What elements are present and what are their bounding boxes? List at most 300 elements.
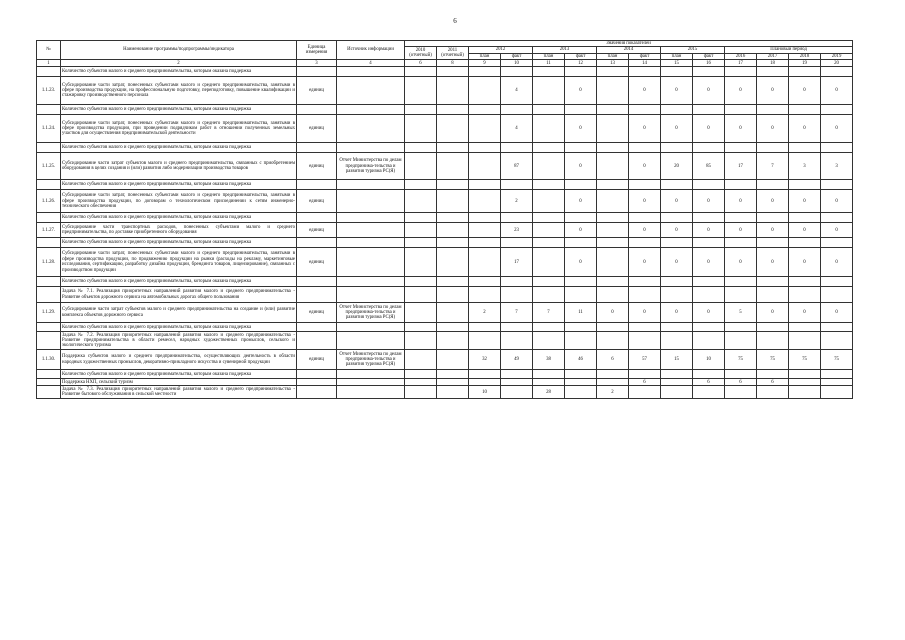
row-value: 6 [693, 379, 725, 386]
row-value [437, 67, 469, 77]
column-number: 10 [501, 60, 533, 67]
row-value [469, 379, 501, 386]
column-number: 11 [533, 60, 565, 67]
row-value [565, 370, 597, 379]
row-value: 0 [629, 153, 661, 180]
row-value [533, 213, 565, 223]
table-row [37, 67, 853, 77]
row-source [337, 67, 405, 77]
row-value: 2 [501, 190, 533, 213]
row-value [821, 323, 853, 332]
row-value [565, 238, 597, 248]
row-value [789, 180, 821, 190]
row-unit [297, 277, 337, 287]
header-sub-7: факт [693, 53, 725, 59]
row-value: 0 [661, 115, 693, 143]
row-value [437, 115, 469, 143]
row-value [725, 180, 757, 190]
row-value: 49 [501, 350, 533, 370]
row-value [405, 213, 437, 223]
row-value [789, 238, 821, 248]
row-index [37, 332, 61, 350]
header-2011: 2011 (отчетный) [437, 47, 469, 60]
header-sub-0: план [469, 53, 501, 59]
row-value [565, 323, 597, 332]
row-value [661, 180, 693, 190]
row-value [725, 105, 757, 115]
row-value [629, 238, 661, 248]
row-value: 7 [757, 153, 789, 180]
row-value [533, 287, 565, 303]
row-value: 17 [725, 153, 757, 180]
row-value [597, 379, 629, 386]
row-value: 5 [725, 303, 757, 323]
row-value [437, 77, 469, 105]
row-name: Субсидирование части затрат, понесенных субъектами малого и среднего предпринимательства, занятыми в сфере производства продукции, по продвижению продукции на рынки (расходы на рекламу, маркетинговые исследования, сертификацию, разработку дизайна продукции, брендинга товаров, лицензирование), связанных с производством продукции [61, 248, 297, 277]
row-value [501, 180, 533, 190]
row-source [337, 248, 405, 277]
row-value: 6 [725, 379, 757, 386]
row-value [533, 277, 565, 287]
row-value [501, 213, 533, 223]
row-value [597, 153, 629, 180]
row-unit [297, 105, 337, 115]
row-value [469, 143, 501, 153]
row-value [789, 386, 821, 399]
row-value [693, 323, 725, 332]
row-value [789, 277, 821, 287]
row-value [501, 105, 533, 115]
row-unit [297, 386, 337, 399]
row-value [789, 370, 821, 379]
row-value [629, 277, 661, 287]
row-value: 10 [469, 386, 501, 399]
header-2014: 2014 [597, 47, 661, 53]
header-sub-6: план [661, 53, 693, 59]
row-value [501, 287, 533, 303]
row-value [789, 379, 821, 386]
row-value [437, 287, 469, 303]
row-value [725, 332, 757, 350]
row-value [533, 379, 565, 386]
row-value: 6 [597, 350, 629, 370]
row-source [337, 287, 405, 303]
row-value [469, 248, 501, 277]
row-index: 1.1.25. [37, 153, 61, 180]
row-value [405, 105, 437, 115]
row-value [405, 248, 437, 277]
header-2012: 2012 [469, 47, 533, 53]
row-value [437, 223, 469, 238]
row-name: Количество субъектов малого и среднего предпринимательства, которым оказана поддержка [61, 67, 297, 77]
row-unit: единиц [297, 77, 337, 105]
row-index: 1.1.24. [37, 115, 61, 143]
row-value [565, 105, 597, 115]
row-value [533, 238, 565, 248]
row-value [405, 303, 437, 323]
row-source [337, 223, 405, 238]
row-index [37, 213, 61, 223]
row-value [469, 180, 501, 190]
row-source [337, 323, 405, 332]
row-value: 0 [821, 303, 853, 323]
row-value [725, 238, 757, 248]
row-value: 6 [629, 379, 661, 386]
row-value [501, 379, 533, 386]
row-value [469, 153, 501, 180]
column-number: 3 [297, 60, 337, 67]
row-unit [297, 213, 337, 223]
row-source [337, 77, 405, 105]
row-value [597, 115, 629, 143]
row-value: 0 [757, 77, 789, 105]
column-number: 8 [437, 60, 469, 67]
row-value [597, 332, 629, 350]
row-unit [297, 379, 337, 386]
row-value [405, 223, 437, 238]
table-row [37, 143, 853, 153]
row-value [437, 180, 469, 190]
row-value [597, 370, 629, 379]
row-value [405, 277, 437, 287]
row-unit: единиц [297, 248, 337, 277]
row-name: Задача № 7.2. Реализация приоритетных направлений развития малого и среднего предпринимательства - Развитие предпринимательства в области ремесел, народных художественных промыслов, сельского и экологического туризма [62, 332, 295, 349]
row-value: 87 [501, 153, 533, 180]
row-value [469, 238, 501, 248]
row-value [437, 248, 469, 277]
row-value [469, 223, 501, 238]
row-source [337, 180, 405, 190]
row-value [821, 370, 853, 379]
row-value: 2 [597, 386, 629, 399]
row-value [405, 77, 437, 105]
row-value: 0 [565, 190, 597, 213]
row-value: 32 [469, 350, 501, 370]
row-value [693, 67, 725, 77]
row-value [437, 213, 469, 223]
header-sub-10: 2018 [789, 53, 821, 59]
row-value [821, 105, 853, 115]
row-value [597, 277, 629, 287]
row-value [405, 238, 437, 248]
row-name: Субсидирование части затрат, понесенных субъектами малого и среднего предпринимательства, занятыми в сфере производства продукции, при проведении подрядчиком работ в отношении полученных земельных участков для осуществления предпринимательской деятельности [61, 115, 297, 143]
row-value [757, 213, 789, 223]
row-value [469, 332, 501, 350]
row-value [533, 180, 565, 190]
row-value: 0 [725, 248, 757, 277]
row-value: 0 [629, 303, 661, 323]
row-value [405, 153, 437, 180]
row-unit [297, 332, 337, 350]
row-value: 11 [565, 303, 597, 323]
row-value: 0 [725, 115, 757, 143]
row-value [501, 370, 533, 379]
row-value [469, 115, 501, 143]
row-name: Количество субъектов малого и среднего предпринимательства, которым оказана поддержка [61, 180, 297, 190]
row-value: 0 [789, 115, 821, 143]
row-value [565, 180, 597, 190]
table-row [37, 180, 853, 190]
table-row [37, 153, 853, 180]
column-number: 20 [821, 60, 853, 67]
header-2013: 2013 [533, 47, 597, 53]
row-name: Количество субъектов малого и среднего предпринимательства, которым оказана поддержка [61, 370, 297, 379]
row-value [405, 287, 437, 303]
row-value: 0 [789, 303, 821, 323]
row-value: 0 [725, 223, 757, 238]
row-value [661, 143, 693, 153]
row-value [405, 379, 437, 386]
row-unit [297, 180, 337, 190]
row-value [565, 332, 597, 350]
row-value [661, 67, 693, 77]
row-value: 0 [661, 223, 693, 238]
row-value: 38 [533, 350, 565, 370]
header-unit: Единица измерения [297, 41, 337, 60]
row-value [693, 386, 725, 399]
row-value [725, 287, 757, 303]
row-value: 4 [501, 77, 533, 105]
row-value [565, 287, 597, 303]
row-value [821, 277, 853, 287]
row-value [405, 323, 437, 332]
row-value [629, 370, 661, 379]
row-source [337, 332, 405, 350]
row-value [629, 332, 661, 350]
row-value [533, 115, 565, 143]
table-row [37, 115, 853, 143]
row-index [37, 287, 61, 303]
row-name: Субсидирование части транспортных расходов, понесенных субъектами малого и среднего предпринимательства, по доставке приобретенного оборудования [61, 223, 297, 238]
row-unit: единиц [297, 350, 337, 370]
row-value [661, 105, 693, 115]
row-value: 0 [629, 248, 661, 277]
row-name: Субсидирование части затрат, понесенных субъектами малого и среднего предпринимательства, занятыми в сфере производства продукции, на профессиональную подготовку, переподготовку, повышение квалификации и стажировку производственного персонала [61, 77, 297, 105]
row-value [533, 67, 565, 77]
row-unit [297, 370, 337, 379]
row-value [405, 190, 437, 213]
row-unit: единиц [297, 223, 337, 238]
row-value [693, 370, 725, 379]
row-value: 28 [533, 386, 565, 399]
row-index: 1.1.26. [37, 190, 61, 213]
row-value [789, 287, 821, 303]
row-value: 0 [821, 248, 853, 277]
row-value: 0 [725, 77, 757, 105]
row-index [37, 143, 61, 153]
row-value: 0 [789, 223, 821, 238]
row-value: 0 [757, 248, 789, 277]
row-source [337, 105, 405, 115]
row-value [501, 323, 533, 332]
row-value: 0 [693, 248, 725, 277]
row-unit [297, 287, 337, 303]
row-index [37, 67, 61, 77]
row-value [565, 143, 597, 153]
row-value: 2 [469, 303, 501, 323]
row-value [469, 77, 501, 105]
row-index [37, 105, 61, 115]
header-planned: Плановый период [725, 47, 853, 53]
row-value [725, 213, 757, 223]
row-value: 0 [789, 190, 821, 213]
row-value: 0 [661, 303, 693, 323]
header-2010: 2010 (отчетный) [405, 47, 437, 60]
table-row [37, 105, 853, 115]
table-row [37, 303, 853, 323]
column-number: 18 [757, 60, 789, 67]
row-value [405, 370, 437, 379]
header-sub-9: 2017 [757, 53, 789, 59]
row-unit: единиц [297, 115, 337, 143]
row-value [661, 287, 693, 303]
indicators-table [36, 40, 853, 399]
row-value: 0 [821, 190, 853, 213]
row-unit [297, 323, 337, 332]
column-number: 6 [405, 60, 437, 67]
row-value [597, 213, 629, 223]
row-value: 0 [789, 248, 821, 277]
row-value [437, 190, 469, 213]
row-value [629, 386, 661, 399]
row-value [661, 386, 693, 399]
row-value [533, 105, 565, 115]
row-value [437, 277, 469, 287]
row-value [757, 143, 789, 153]
row-value: 0 [565, 223, 597, 238]
header-name: Наименование программы/подпрограммы/индикатора [61, 41, 297, 60]
row-source: Отчет Министерства по делам предпринима-тельства и развития туризма РС(Я) [337, 303, 405, 323]
row-value [789, 67, 821, 77]
header-sub-1: факт [501, 53, 533, 59]
row-value [533, 332, 565, 350]
row-value: 4 [501, 115, 533, 143]
row-value: 0 [629, 223, 661, 238]
row-value [437, 332, 469, 350]
row-value [565, 213, 597, 223]
table-row [37, 287, 853, 303]
row-value: 3 [821, 153, 853, 180]
row-value [821, 143, 853, 153]
row-source [337, 115, 405, 143]
row-value [469, 105, 501, 115]
row-value [405, 386, 437, 399]
row-value [629, 213, 661, 223]
row-value [405, 180, 437, 190]
row-value [501, 143, 533, 153]
row-source: Отчет Министерства по делам предпринима-тельства и развития туризма РС(Я) [337, 350, 405, 370]
row-name: Субсидирование части затрат субъектов малого и среднего предпринимательства на создание и (или) развитие комплекса объектов дорожного сервиса [61, 303, 297, 323]
row-value: 3 [789, 153, 821, 180]
row-source [337, 379, 405, 386]
row-name: Поддержка НХП, сельский туризм [61, 379, 297, 386]
row-value [757, 323, 789, 332]
row-value [437, 105, 469, 115]
row-value [501, 332, 533, 350]
row-name: Количество субъектов малого и среднего предпринимательства, которым оказана поддержка [61, 277, 297, 287]
row-value [629, 143, 661, 153]
row-value: 0 [693, 77, 725, 105]
row-value [597, 190, 629, 213]
row-value: 75 [725, 350, 757, 370]
row-value: 57 [629, 350, 661, 370]
row-value: 46 [565, 350, 597, 370]
row-unit [297, 238, 337, 248]
row-source [337, 143, 405, 153]
row-value [661, 332, 693, 350]
row-value [693, 238, 725, 248]
row-value: 0 [757, 223, 789, 238]
row-value [533, 370, 565, 379]
row-name: Количество субъектов малого и среднего предпринимательства, которым оказана поддержка [61, 238, 297, 248]
page-number: 6 [453, 17, 457, 25]
table-row [37, 238, 853, 248]
row-value [757, 370, 789, 379]
row-value [821, 213, 853, 223]
row-index [37, 379, 61, 386]
row-value [469, 190, 501, 213]
row-value: 20 [661, 153, 693, 180]
row-value [501, 386, 533, 399]
row-value [437, 386, 469, 399]
row-value [597, 77, 629, 105]
row-value [469, 370, 501, 379]
row-name: Субсидирование части затрат, понесенных субъектами малого и среднего предпринимательства, занятыми в сфере производства продукции, по договорам о технологическом присоединении к сетям инженерно-технического обеспечения [61, 190, 297, 213]
row-value [437, 379, 469, 386]
row-value [693, 105, 725, 115]
row-value [437, 238, 469, 248]
row-value: 6 [757, 379, 789, 386]
row-value [693, 287, 725, 303]
row-value [565, 386, 597, 399]
table-row [37, 332, 853, 350]
row-value: 0 [757, 190, 789, 213]
row-value [757, 332, 789, 350]
table-row [37, 350, 853, 370]
row-value [469, 277, 501, 287]
row-value: 0 [757, 115, 789, 143]
header-values-group: Значения показателей [405, 41, 853, 47]
table-row [37, 248, 853, 277]
row-value [629, 105, 661, 115]
row-index: 1.1.23. [37, 77, 61, 105]
table-row [37, 190, 853, 213]
row-value [757, 180, 789, 190]
row-value [725, 277, 757, 287]
row-value: 0 [629, 77, 661, 105]
row-value [437, 153, 469, 180]
row-unit: единиц [297, 153, 337, 180]
table-row [37, 77, 853, 105]
row-name: Количество субъектов малого и среднего предпринимательства, которым оказана поддержка [61, 143, 297, 153]
row-value [597, 143, 629, 153]
row-value: 0 [661, 248, 693, 277]
row-value: 0 [693, 115, 725, 143]
row-value [661, 238, 693, 248]
row-value [565, 67, 597, 77]
row-unit [297, 143, 337, 153]
table-row [37, 379, 853, 386]
row-value [533, 143, 565, 153]
row-value [437, 303, 469, 323]
row-value [629, 323, 661, 332]
row-value [533, 77, 565, 105]
row-index [37, 323, 61, 332]
table-row [37, 323, 853, 332]
row-value: 0 [597, 303, 629, 323]
row-value [533, 190, 565, 213]
header-2015: 2015 [661, 47, 725, 53]
